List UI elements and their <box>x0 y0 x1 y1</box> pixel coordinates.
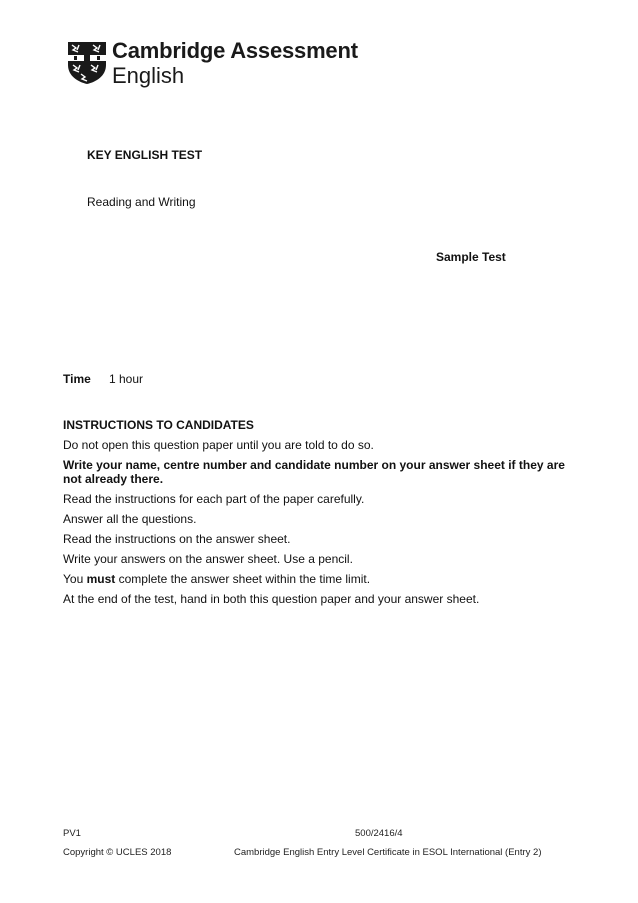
instruction-item <box>63 572 568 586</box>
sample-test-label: Sample Test <box>436 250 506 264</box>
time-value: 1 hour <box>109 372 144 386</box>
paper-code: PV1 <box>63 828 81 839</box>
instruction-item: Answer all the questions. <box>63 512 197 526</box>
instruction-item: Read the instructions on the answer sheet. <box>63 532 291 546</box>
instruction-text: You <box>63 572 87 586</box>
logo-wordmark-line1: Cambridge Assessment <box>112 38 358 63</box>
exam-subtitle: Reading and Writing <box>87 195 196 209</box>
instructions-heading: INSTRUCTIONS TO CANDIDATES <box>63 418 254 432</box>
instruction-item: Write your answers on the answer sheet. Use a pencil. <box>63 552 353 566</box>
instruction-item: At the end of the test, hand in both this question paper and your answer sheet. <box>63 592 480 606</box>
instruction-text: complete the answer sheet within the time limit. <box>115 572 371 586</box>
instruction-emphasis: must <box>86 572 116 586</box>
instruction-item: Read the instructions for each part of the paper carefully. <box>63 492 365 506</box>
exam-title: KEY ENGLISH TEST <box>87 148 203 162</box>
certificate-name: Cambridge English Entry Level Certificate in ESOL International (Entry 2) <box>234 847 542 858</box>
instruction-item: Do not open this question paper until you are told to do so. <box>63 438 374 452</box>
instructions-list <box>63 438 568 612</box>
time-label: Time <box>63 372 91 386</box>
logo-wordmark-line2: English <box>112 63 185 88</box>
qualification-code: 500/2416/4 <box>355 828 403 839</box>
instruction-item: Write your name, centre number and candidate number on your answer sheet if they are not already there. <box>63 458 565 486</box>
copyright-notice: Copyright © UCLES 2018 <box>63 847 172 858</box>
cambridge-shield-logo <box>67 41 107 85</box>
